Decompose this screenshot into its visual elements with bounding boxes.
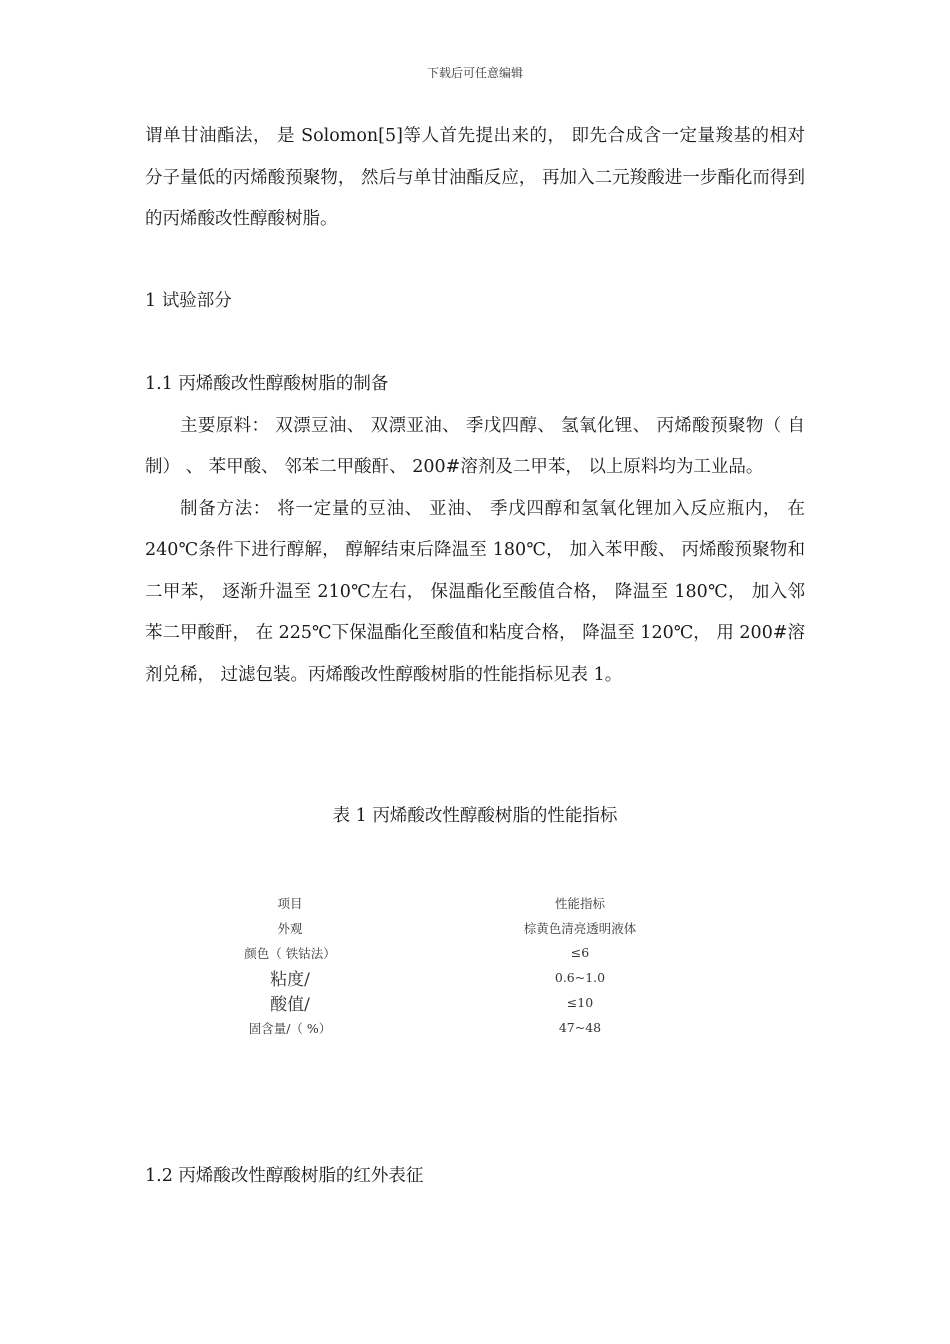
table-cell-value: 0.6~1.0 (554, 970, 606, 985)
table-row (185, 990, 765, 1015)
table-cell-item: 固含量/（ %） (248, 1020, 332, 1036)
section-1-title: 1 试验部分 (145, 291, 232, 311)
section-1-1-block (145, 364, 805, 696)
table-row (185, 915, 765, 940)
properties-table (185, 890, 765, 1040)
table-header-row (185, 890, 765, 915)
table-cell-value: 47~48 (558, 1020, 602, 1035)
table-cell-value: ≤6 (570, 945, 590, 960)
table-cell-item: 酸值/ (270, 995, 310, 1015)
intro-paragraph: 谓单甘油酯法， 是 Solomon[5]等人首先提出来的， 即先合成含一定量羧基的相对分子量低的丙烯酸预聚物， 然后与单甘油酯反应， 再加入二元羧酸进一步酯化而得到的丙烯酸改性醇酸树脂。 (145, 126, 805, 229)
table-row (185, 1015, 765, 1040)
table-row (185, 940, 765, 965)
method-paragraph: 制备方法： 将一定量的豆油、 亚油、 季戊四醇和氢氧化锂加入反应瓶内， 在 240℃条件下进行醇解， 醇解结束后降温至 180℃， 加入苯甲酸、 丙烯酸预聚物和二甲苯， 逐渐升温至 210℃左右， 保温酯化至酸值合格， 降温至 180℃， 加入邻苯二甲酸酐， 在 225℃下保温酯化至酸值和粘度合格， 降温至 120℃， 用 200#溶剂兑稀， 过滤包装。丙烯酸改性醇酸树脂的性能指标见表 1。 (145, 498, 805, 685)
table-cell-value: ≤10 (566, 995, 594, 1010)
page-header: 下载后可任意编辑 (426, 66, 523, 80)
table-header-item: 项目 (277, 895, 303, 911)
section-1-1-title: 1.1 丙烯酸改性醇酸树脂的制备 (145, 374, 389, 394)
materials-paragraph: 主要原料： 双漂豆油、 双漂亚油、 季戊四醇、 氢氧化锂、 丙烯酸预聚物（ 自制） 、 苯甲酸、 邻苯二甲酸酐、 200#溶剂及二甲苯， 以上原料均为工业品。 (145, 415, 805, 477)
intro-block (145, 116, 805, 241)
section-1-2-title: 1.2 丙烯酸改性醇酸树脂的红外表征 (145, 1166, 424, 1186)
table-row (185, 965, 765, 990)
table-cell-item: 颜色（ 铁钴法） (244, 945, 336, 961)
table-header-value: 性能指标 (554, 895, 605, 911)
section-1-2-block (145, 1156, 805, 1198)
table-caption: 表 1 丙烯酸改性醇酸树脂的性能指标 (332, 806, 618, 826)
section-heading-1 (145, 281, 805, 323)
table-cell-item: 外观 (277, 920, 303, 936)
table-cell-value: 棕黄色清亮透明液体 (523, 920, 637, 936)
table-cell-item: 粘度/ (270, 970, 310, 990)
